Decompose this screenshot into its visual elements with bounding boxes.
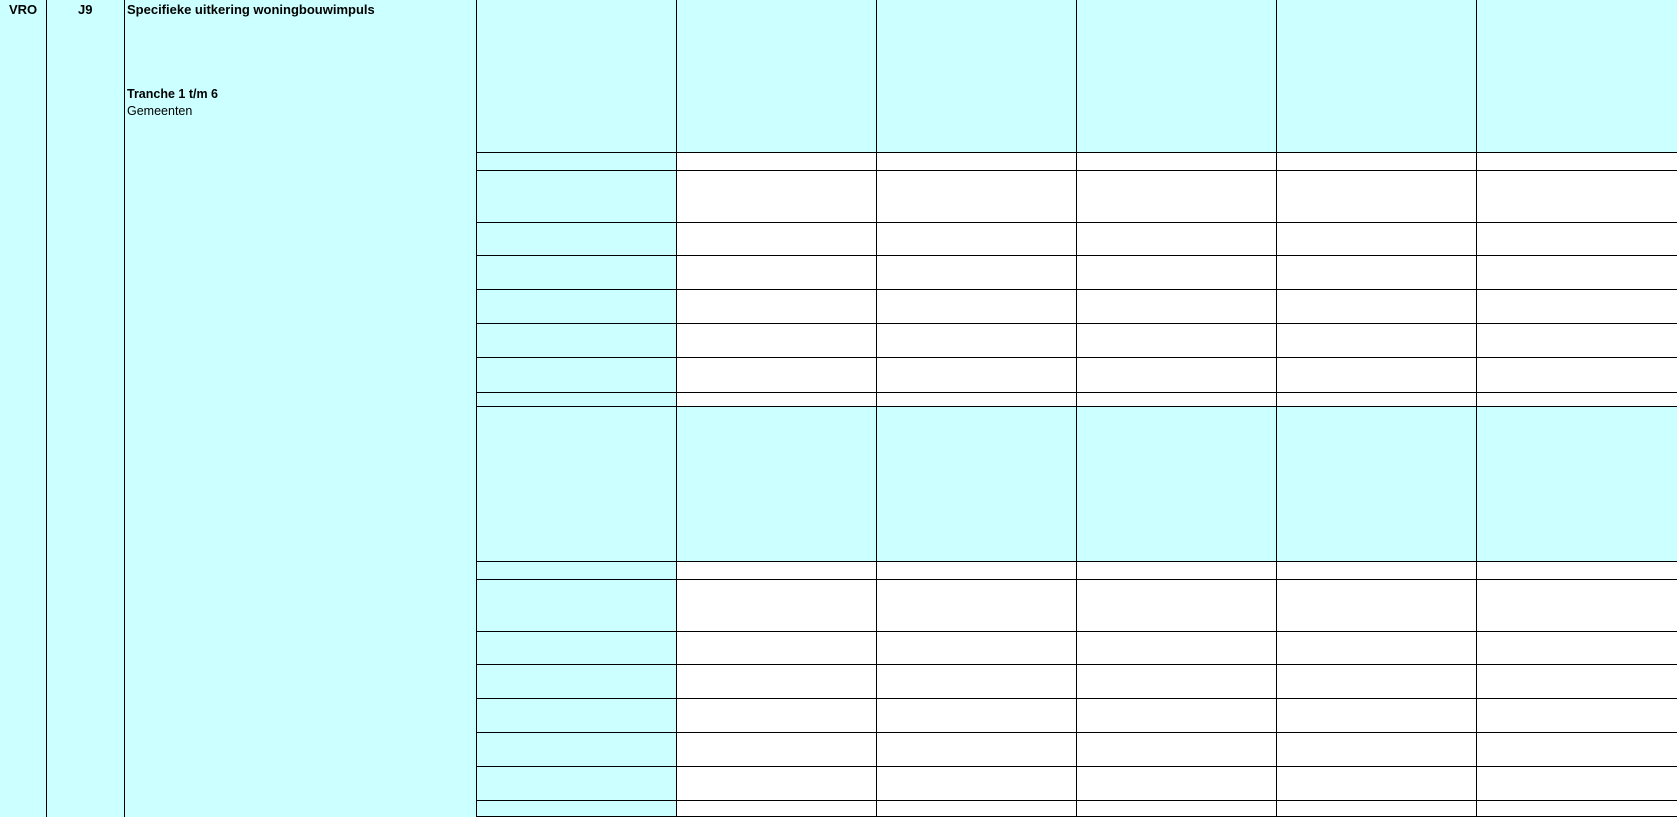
data-cell[interactable] <box>877 732 1077 766</box>
column-header <box>877 407 1077 411</box>
data-cell[interactable] <box>1277 800 1477 817</box>
column-header <box>1077 407 1277 411</box>
data-cell[interactable] <box>1077 732 1277 766</box>
regulation-title: Specifieke uitkering woningbouwimpuls <box>127 2 375 17</box>
project-name-cell[interactable] <box>477 732 677 766</box>
data-cell[interactable] <box>1477 561 1677 579</box>
data-cell[interactable] <box>1277 392 1477 407</box>
data-cell[interactable] <box>1277 561 1477 579</box>
data-cell[interactable] <box>1077 698 1277 732</box>
project-name-cell[interactable] <box>477 392 677 407</box>
project-name-cell[interactable] <box>477 579 677 631</box>
data-cell[interactable] <box>677 766 877 800</box>
data-cell[interactable] <box>1477 664 1677 698</box>
data-cell[interactable] <box>1477 255 1677 289</box>
data-cell[interactable] <box>1277 631 1477 664</box>
data-cell[interactable] <box>677 732 877 766</box>
data-cell[interactable] <box>1277 357 1477 392</box>
column-header <box>877 0 1077 4</box>
data-cell[interactable] <box>1277 222 1477 255</box>
data-cell[interactable] <box>877 357 1077 392</box>
data-cell[interactable] <box>1477 766 1677 800</box>
data-cell[interactable] <box>1277 766 1477 800</box>
data-cell[interactable] <box>877 170 1077 222</box>
data-cell[interactable] <box>677 698 877 732</box>
project-name-cell[interactable] <box>477 698 677 732</box>
column-header <box>1077 0 1277 4</box>
data-cell[interactable] <box>1477 392 1677 407</box>
data-cell[interactable] <box>1477 170 1677 222</box>
data-cell[interactable] <box>1077 357 1277 392</box>
data-cell[interactable] <box>1077 323 1277 357</box>
column-header <box>677 0 877 4</box>
column-header <box>477 0 677 4</box>
project-name-cell[interactable] <box>477 152 677 170</box>
data-cell[interactable] <box>877 152 1077 170</box>
data-cell[interactable] <box>677 323 877 357</box>
data-cell[interactable] <box>1477 152 1677 170</box>
project-name-cell[interactable] <box>477 357 677 392</box>
data-cell[interactable] <box>1077 152 1277 170</box>
data-cell[interactable] <box>1077 800 1277 817</box>
data-cell[interactable] <box>677 664 877 698</box>
project-name-cell[interactable] <box>477 800 677 817</box>
data-cell[interactable] <box>1077 664 1277 698</box>
data-cell[interactable] <box>877 698 1077 732</box>
data-cell[interactable] <box>877 579 1077 631</box>
data-cell[interactable] <box>1077 631 1277 664</box>
data-cell[interactable] <box>677 357 877 392</box>
data-cell[interactable] <box>1277 664 1477 698</box>
data-cell[interactable] <box>677 800 877 817</box>
project-name-cell[interactable] <box>477 255 677 289</box>
data-cell[interactable] <box>677 631 877 664</box>
project-name-cell[interactable] <box>477 766 677 800</box>
data-cell[interactable] <box>1277 289 1477 323</box>
project-name-cell[interactable] <box>477 631 677 664</box>
data-cell[interactable] <box>877 631 1077 664</box>
column-header <box>1477 407 1677 411</box>
data-cell[interactable] <box>1477 323 1677 357</box>
data-cell[interactable] <box>1277 323 1477 357</box>
project-name-cell[interactable] <box>477 170 677 222</box>
data-cell[interactable] <box>877 561 1077 579</box>
data-cell[interactable] <box>677 289 877 323</box>
data-cell[interactable] <box>877 766 1077 800</box>
data-cell[interactable] <box>1077 222 1277 255</box>
data-cell[interactable] <box>1277 579 1477 631</box>
tranche-label: Tranche 1 t/m 6 <box>127 87 219 101</box>
data-cell[interactable] <box>1077 289 1277 323</box>
data-cell[interactable] <box>1477 579 1677 631</box>
data-cell[interactable] <box>877 800 1077 817</box>
data-cell[interactable] <box>1077 579 1277 631</box>
data-cell[interactable] <box>1477 357 1677 392</box>
data-cell[interactable] <box>1477 698 1677 732</box>
entity-label: Gemeenten <box>127 104 193 118</box>
data-cell[interactable] <box>877 289 1077 323</box>
data-cell[interactable] <box>877 392 1077 407</box>
project-name-cell[interactable] <box>477 323 677 357</box>
column-header <box>677 407 877 411</box>
data-cell[interactable] <box>677 170 877 222</box>
project-name-cell[interactable] <box>477 664 677 698</box>
data-cell[interactable] <box>877 222 1077 255</box>
project-name-cell[interactable] <box>477 561 677 579</box>
column-header <box>1277 407 1477 411</box>
data-cell[interactable] <box>1477 222 1677 255</box>
data-cell[interactable] <box>677 152 877 170</box>
data-cell[interactable] <box>1477 289 1677 323</box>
column-header <box>1477 0 1677 4</box>
data-cell[interactable] <box>677 561 877 579</box>
data-cell[interactable] <box>1077 392 1277 407</box>
data-cell[interactable] <box>1277 152 1477 170</box>
left-panel <box>0 0 477 817</box>
regulation-code: J9 <box>78 2 93 17</box>
column-header <box>1277 0 1477 4</box>
project-name-cell[interactable] <box>477 222 677 255</box>
data-cell[interactable] <box>677 579 877 631</box>
data-cell[interactable] <box>677 255 877 289</box>
data-cell[interactable] <box>1277 732 1477 766</box>
data-cell[interactable] <box>877 255 1077 289</box>
data-cell[interactable] <box>677 392 877 407</box>
data-cell[interactable] <box>1277 255 1477 289</box>
data-cell[interactable] <box>1477 732 1677 766</box>
data-cell[interactable] <box>1077 766 1277 800</box>
data-cell[interactable] <box>877 664 1077 698</box>
data-cell[interactable] <box>1077 561 1277 579</box>
section-code: VRO <box>9 2 38 17</box>
data-cell[interactable] <box>1277 170 1477 222</box>
data-cell[interactable] <box>677 222 877 255</box>
data-cell[interactable] <box>1077 170 1277 222</box>
column-header <box>477 407 677 411</box>
data-cell[interactable] <box>1477 631 1677 664</box>
project-name-cell[interactable] <box>477 289 677 323</box>
data-cell[interactable] <box>877 323 1077 357</box>
data-cell[interactable] <box>1477 800 1677 817</box>
data-cell[interactable] <box>1077 255 1277 289</box>
data-cell[interactable] <box>1277 698 1477 732</box>
